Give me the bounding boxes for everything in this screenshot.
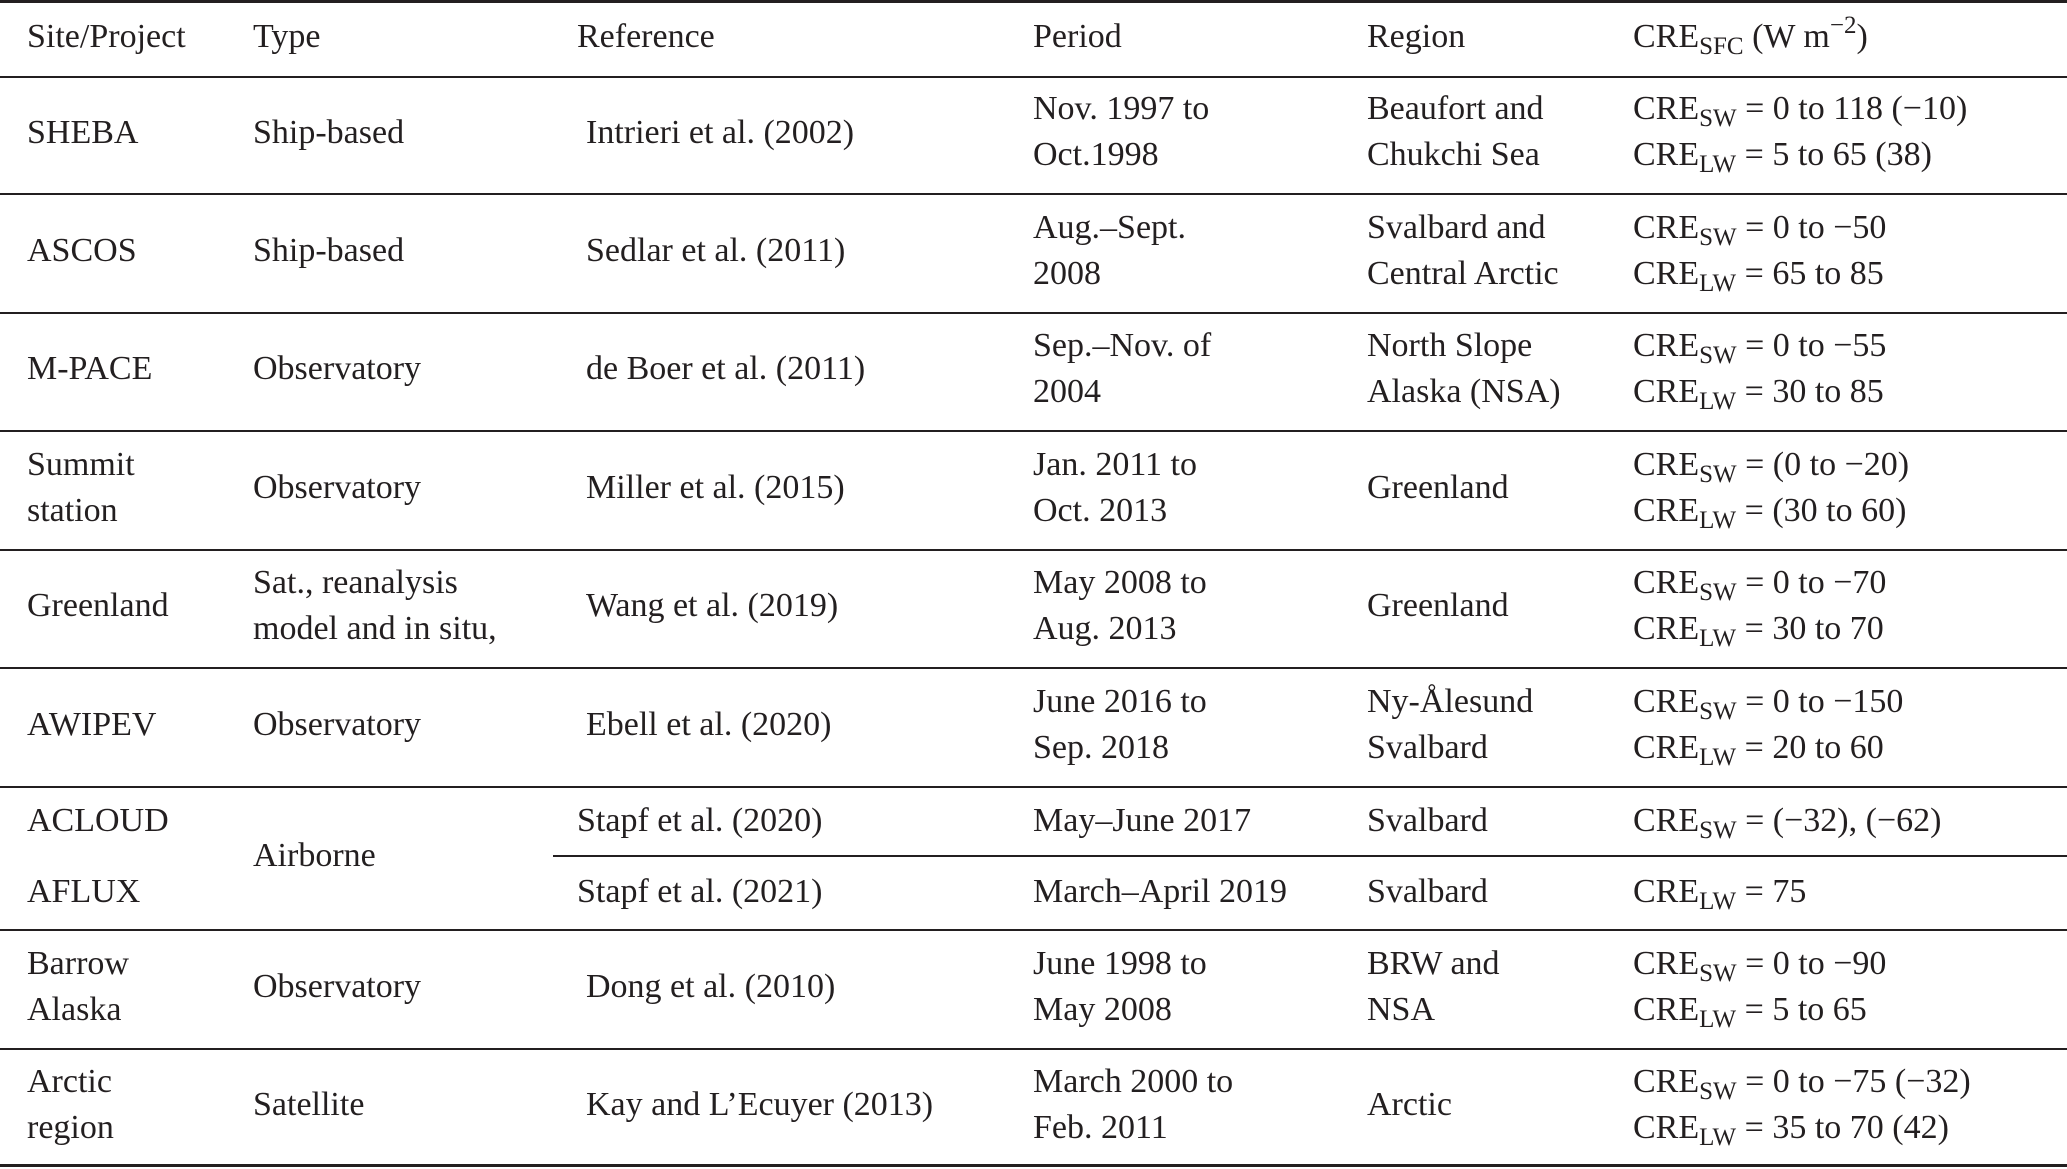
- row-rule: [0, 929, 2067, 931]
- cell-site: Summit station: [27, 446, 135, 529]
- header-site: Site/Project: [27, 18, 186, 55]
- cell-site: M-PACE: [27, 350, 153, 387]
- cell-period: March 2000 to Feb. 2011: [1033, 1063, 1234, 1146]
- cell-cre: $CRE_{SW} = 0$ to −50 $CRE_{LW} = 65$ to 85: [1633, 209, 1887, 297]
- header-type: Type: [253, 18, 321, 55]
- cell-cre: $CRE_{SW} = (0$ to −20) $CRE_{LW} = (30$ to 60): [1633, 446, 1910, 534]
- cell-cre: $CRE_{SW} = 0$ to −150 $CRE_{LW} = 20$ to 60: [1633, 683, 1904, 771]
- cell-site: ASCOS: [27, 232, 137, 269]
- cell-period: June 2016 to Sep. 2018: [1033, 683, 1207, 766]
- cell-period: Nov. 1997 to Oct.1998: [1033, 90, 1210, 173]
- cell-site: Arctic region: [27, 1063, 114, 1146]
- cell-site: AWIPEV: [27, 706, 157, 743]
- cell-region: North Slope Alaska (NSA): [1367, 327, 1561, 410]
- cell-cre: $CRE_{SW} = (-32)$, (−62): [1633, 802, 1942, 844]
- cell-period: March–April 2019: [1033, 873, 1288, 910]
- cell-reference: Stapf et al. (2020): [577, 802, 823, 839]
- cell-region: Svalbard: [1367, 873, 1488, 910]
- cell-site: SHEBA: [27, 114, 139, 151]
- cell-type: Observatory: [253, 350, 422, 387]
- row-rule: [0, 193, 2067, 195]
- cell-reference: Ebell et al. (2020): [586, 706, 832, 743]
- cell-region: Beaufort and Chukchi Sea: [1367, 90, 1544, 173]
- cell-reference: Stapf et al. (2021): [577, 873, 823, 910]
- cell-cre: $CRE_{SW} = 0$ to 118 (−10) $CRE_{LW} = 5$ to 65 (38): [1633, 90, 1968, 178]
- cell-region: Svalbard and Central Arctic: [1367, 209, 1559, 292]
- top-rule: [0, 0, 2067, 3]
- cell-period: Sep.–Nov. of 2004: [1033, 327, 1212, 410]
- row-rule: [0, 786, 2067, 788]
- header-period: Period: [1033, 18, 1122, 55]
- cell-reference: Intrieri et al. (2002): [586, 114, 855, 151]
- cell-site: Greenland: [27, 587, 169, 624]
- cell-reference: Dong et al. (2010): [586, 968, 836, 1005]
- cell-region: Ny-Ålesund Svalbard: [1367, 683, 1534, 766]
- cell-region: Svalbard: [1367, 802, 1488, 839]
- row-rule: [0, 430, 2067, 432]
- cell-type: Observatory: [253, 968, 422, 1005]
- header-rule: [0, 76, 2067, 78]
- cell-cre: $CRE_{LW} = 75$: [1633, 873, 1807, 915]
- row-rule: [0, 549, 2067, 551]
- cell-cre: $CRE_{SW} = 0$ to −55 $CRE_{LW} = 30$ to 85: [1633, 327, 1887, 415]
- header-region: Region: [1367, 18, 1466, 55]
- header-reference: Reference: [577, 18, 715, 55]
- cell-cre: $CRE_{SW} = 0$ to −75 (−32) $CRE_{LW} = 35$ to 70 (42): [1633, 1063, 1971, 1151]
- cell-type: Observatory: [253, 706, 422, 743]
- bottom-rule: [0, 1164, 2067, 1167]
- cell-period: June 1998 to May 2008: [1033, 945, 1207, 1028]
- cell-site-acloud: ACLOUD: [27, 802, 169, 839]
- row-rule: [0, 1048, 2067, 1050]
- cell-reference: de Boer et al. (2011): [586, 350, 866, 387]
- cell-reference: Kay and L’Ecuyer (2013): [586, 1086, 934, 1123]
- cell-reference: Miller et al. (2015): [586, 469, 845, 506]
- cell-region: Greenland: [1367, 469, 1509, 506]
- cell-type: Observatory: [253, 469, 422, 506]
- cell-type: Satellite: [253, 1086, 365, 1123]
- row-rule: [0, 312, 2067, 314]
- cell-region: Arctic: [1367, 1086, 1452, 1123]
- cell-reference: Wang et al. (2019): [586, 587, 839, 624]
- cell-cre: $CRE_{SW} = 0$ to −90 $CRE_{LW} = 5$ to 65: [1633, 945, 1887, 1033]
- cell-period: Aug.–Sept. 2008: [1033, 209, 1186, 292]
- cell-type: Sat., reanalysis model and in situ,: [253, 564, 497, 647]
- cell-type: Ship-based: [253, 114, 405, 151]
- cell-period: May 2008 to Aug. 2013: [1033, 564, 1207, 647]
- cell-period: May–June 2017: [1033, 802, 1252, 839]
- header-cre: $CRE_{SFC}$ (W $m^{-2}$): [1633, 12, 1868, 60]
- cell-site-aflux: AFLUX: [27, 873, 141, 910]
- cell-region: BRW and NSA: [1367, 945, 1500, 1028]
- cell-cre: $CRE_{SW} = 0$ to −70 $CRE_{LW} = 30$ to 70: [1633, 564, 1887, 652]
- cell-reference: Sedlar et al. (2011): [586, 232, 846, 269]
- row-rule: [0, 667, 2067, 669]
- airborne-split-rule: [553, 855, 2067, 857]
- cell-site: Barrow Alaska: [27, 945, 129, 1028]
- cell-type-airborne: Airborne: [253, 837, 376, 874]
- cell-type: Ship-based: [253, 232, 405, 269]
- cell-region: Greenland: [1367, 587, 1509, 624]
- cell-period: Jan. 2011 to Oct. 2013: [1033, 446, 1198, 529]
